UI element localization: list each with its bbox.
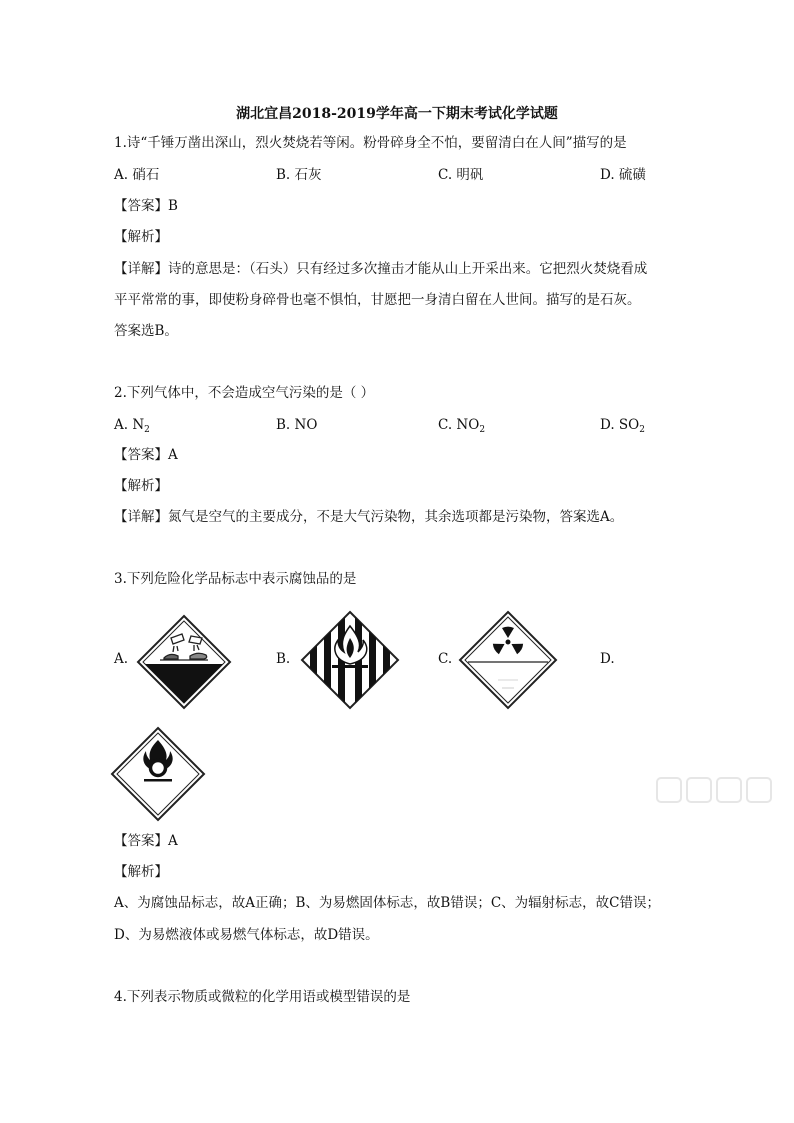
oxidizer-sign-icon [110,726,206,822]
question-1-option-c: C. 明矾 [438,167,484,183]
question-3-option-d: D. [600,651,615,667]
question-2-option-b: B. NO [276,417,318,433]
question-1-detail-line-1: 【详解】诗的意思是：（石头）只有经过多次撞击才能从山上开采出来。它把烈火焚烧看成 [114,261,648,277]
radioactive-sign-icon [458,610,558,710]
question-3-detail-line-1: A、为腐蚀品标志，故A正确；B、为易燃固体标志，故B错误；C、为辐射标志，故C错误； [114,895,660,911]
question-3-detail-line-2: D、为易燃液体或易燃气体标志，故D错误。 [114,927,379,943]
question-1-detail-line-3: 答案选B。 [114,323,178,339]
question-1-answer: 【答案】B [114,198,178,214]
question-3-stem: 3.下列危险化学品标志中表示腐蚀品的是 [114,571,357,587]
question-3-analysis-heading: 【解析】 [114,864,168,880]
page-title: 湖北宜昌2018-2019学年高一下期末考试化学试题 [236,106,558,122]
question-3-option-c: C. [438,651,453,667]
question-3-option-a: A. [114,651,129,667]
question-3-option-b: B. [276,651,291,667]
question-1-option-d: D. 硫磺 [600,167,646,183]
question-1-option-b: B. 石灰 [276,167,322,183]
question-2-option-a: A. $N_2$ [114,417,150,435]
question-1-stem: 1.诗“千锤万凿出深山，烈火焚烧若等闲。粉骨碎身全不怕，要留清白在人间”描写的是 [114,135,627,151]
question-2-option-c: C. $NO_2$ [438,417,486,435]
question-1-option-a: A. 硝石 [114,167,160,183]
question-1-detail-line-2: 平平常常的事，即使粉身碎骨也毫不惧怕，甘愿把一身清白留在人世间。描写的是石灰。 [114,292,641,308]
question-4-stem: 4.下列表示物质或微粒的化学用语或模型错误的是 [114,989,411,1005]
question-1-analysis-heading: 【解析】 [114,229,168,245]
flammable-solid-sign-icon [300,610,400,710]
question-3-answer: 【答案】A [114,833,178,849]
question-2-option-d: D. $SO_2$ [600,417,645,435]
question-2-analysis-heading: 【解析】 [114,478,168,494]
question-2-answer: 【答案】A [114,447,178,463]
corrosive-sign-icon [136,614,232,710]
watermark-logo-icon [655,770,775,810]
question-2-detail: 【详解】氮气是空气的主要成分，不是大气污染物，其余选项都是污染物，答案选A。 [114,509,624,525]
question-2-stem: 2.下列气体中，不会造成空气污染的是（ ） [114,385,375,401]
